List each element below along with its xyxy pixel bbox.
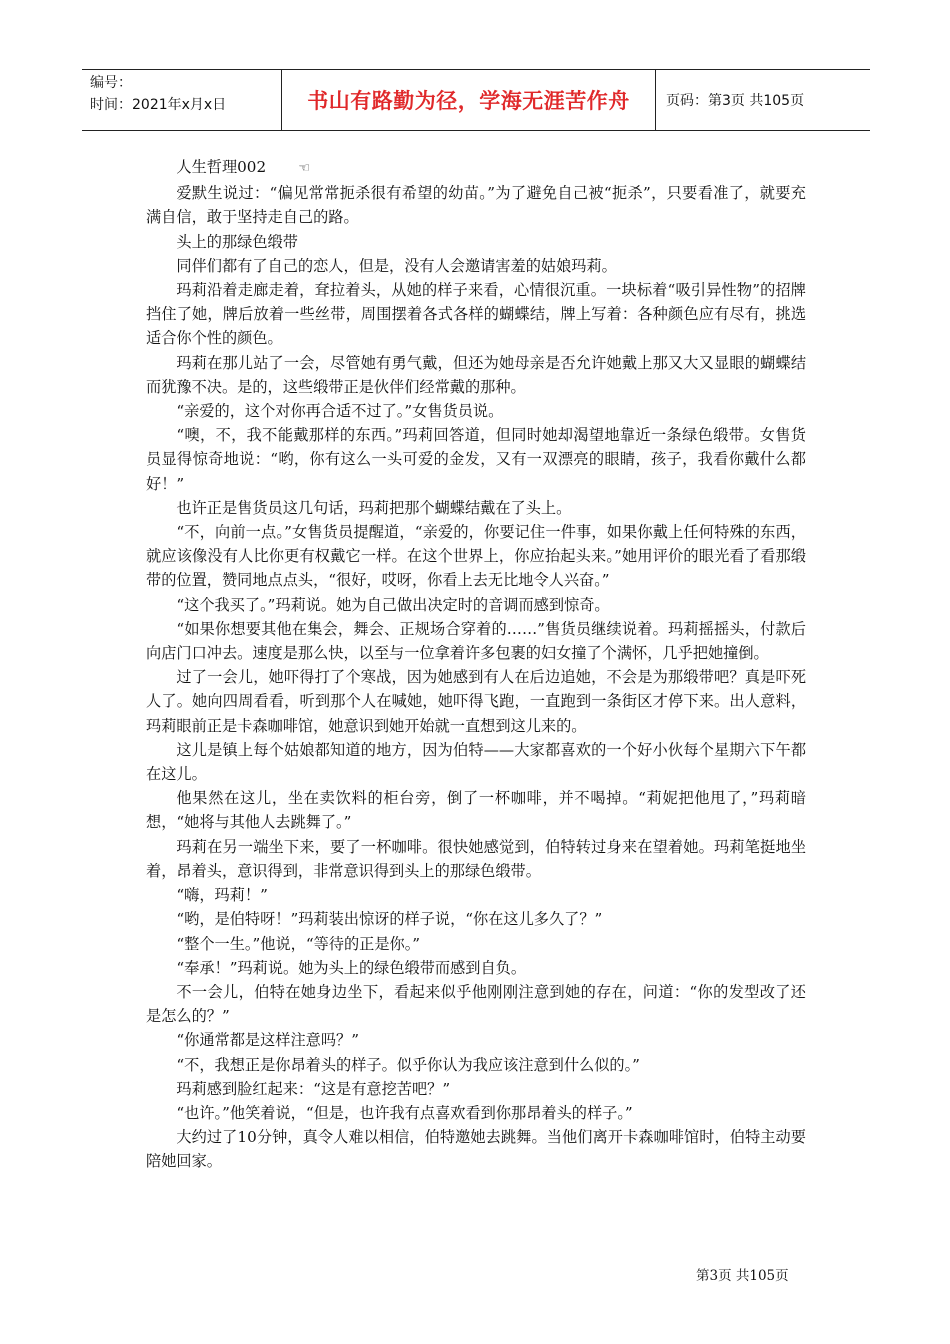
paragraph: 玛莉在那儿站了一会，尽管她有勇气戴，但还为她母亲是否允许她戴上那又大又显眼的蝴蝶结而犹豫不决。是的，这些缎带正是伙伴们经常戴的那种。 [146,353,806,396]
paragraph: “不，向前一点。”女售货员提醒道，“亲爱的，你要记住一件事，如果你戴上任何特殊的东西，就应该像没有人比你更有权戴它一样。在这个世界上，你应抬起头来。”她用评价的眼光看了看那缎带的位置，赞同地点点头，“很好，哎呀，你看上去无比地令人兴奋。” [146,523,806,590]
paragraph: “这个我买了。”玛莉说。她为自己做出决定时的音调而感到惊奇。 [176,595,610,614]
paragraph: “亲爱的，这个对你再合适不过了。”女售货员说。 [176,402,504,421]
paragraph: 爱默生说过：“偏见常常扼杀很有希望的幼苗。”为了避免自己被“扼杀”，只要看准了，就要充满自信，敢于坚持走自己的路。 [146,184,806,227]
paragraph: 玛莉感到脸红起来：“这是有意挖苦吧？” [176,1079,451,1098]
paragraph: “不，我想正是你昂着头的样子。似乎你认为我应该注意到什么似的。” [176,1055,640,1074]
paragraph: 玛莉沿着走廊走着，耷拉着头，从她的样子来看，心情很沉重。一块标着“吸引异性物”的招牌挡住了她，牌后放着一些丝带，周围摆着各式各样的蝴蝶结，牌上写着：各种颜色应有尽有，挑选适合你个性的颜色。 [146,281,806,348]
header-meta [82,70,282,130]
article-title-line [146,155,806,181]
paragraph: “如果你想要其他在集会，舞会、正规场合穿着的……”售货员继续说着。玛莉摇摇头，付款后向店门口冲去。速度是那么快，以至与一位拿着许多包裹的妇女撞了个满怀，几乎把她撞倒。 [146,619,806,663]
paragraph: 也许正是售货员这几句话，玛莉把那个蝴蝶结戴在了头上。 [176,498,572,517]
paragraph: 他果然在这儿，坐在卖饮料的柜台旁，倒了一杯咖啡，并不喝掉。“莉妮把他甩了，”玛莉暗想，“她将与其他人去跳舞了。” [146,789,806,832]
section-heading: 头上的那绿色缎带 [176,232,298,251]
article-body [146,155,806,1174]
paragraph: 同伴们都有了自己的恋人，但是，没有人会邀请害羞的姑娘玛莉。 [176,256,617,275]
paragraph: 过了一会儿，她吓得打了个寒战，因为她感到有人在后边追她，不会是为那缎带吧？真是吓死人了。她向四周看看，听到那个人在喊她，她吓得飞跑，一直跑到一条街区才停下来。出人意料，玛莉眼前正是卡森咖啡馆，她意识到她开始就一直想到这儿来的。 [146,668,806,735]
page-header [82,69,870,131]
paragraph: “哟，是伯特呀！”玛莉装出惊讶的样子说，“你在这儿多久了？” [176,910,603,929]
paragraph: “也许。”他笑着说，“但是，也许我有点喜欢看到你那昂着头的样子。” [176,1103,633,1122]
paragraph: 不一会儿，伯特在她身边坐下，看起来似乎他刚刚注意到她的存在，问道：“你的发型改了还是怎么的？” [146,982,806,1026]
paragraph: “嗨，玛莉！” [176,886,268,905]
footer-page-label: 第3页 共105页 [696,1268,789,1284]
article-title: 人生哲理002 [176,158,267,176]
paragraph: “你通常都是这样注意吗？” [176,1031,359,1050]
number-label: 编号： [90,75,132,91]
paragraph: “整个一生。”他说，“等待的正是你。” [176,934,421,953]
hand-pointer-icon: ☜ [298,161,311,176]
paragraph: “噢，不，我不能戴那样的东西。”玛莉回答道，但同时她却渴望地靠近一条绿色缎带。女售货员显得惊奇地说：“哟，你有这么一头可爱的金发，又有一双漂亮的眼睛，孩子，我看你戴什么都好！” [146,426,806,493]
motto: 书山有路勤为径，学海无涯苦作舟 [307,89,630,113]
paragraph: 大约过了10分钟，真令人难以相信，伯特邀她去跳舞。当他们离开卡森咖啡馆时，伯特主动要陪她回家。 [146,1128,806,1171]
header-motto-cell [282,70,656,130]
paragraph: 这儿是镇上每个姑娘都知道的地方，因为伯特——大家都喜欢的一个好小伙每个星期六下午都在这儿。 [146,740,806,784]
time-label: 时间：2021年x月x日 [90,97,227,113]
paragraph: “奉承！”玛莉说。她为头上的绿色缎带而感到自负。 [176,958,527,977]
page-footer [696,1264,789,1284]
header-page-info [656,70,870,130]
page-info: 页码：第3页 共105页 [666,93,805,109]
paragraph: 玛莉在另一端坐下来，要了一杯咖啡。很快她感觉到，伯特转过身来在望着她。玛莉笔挺地坐着，昂着头，意识得到，非常意识得到头上的那绿色缎带。 [146,837,806,880]
